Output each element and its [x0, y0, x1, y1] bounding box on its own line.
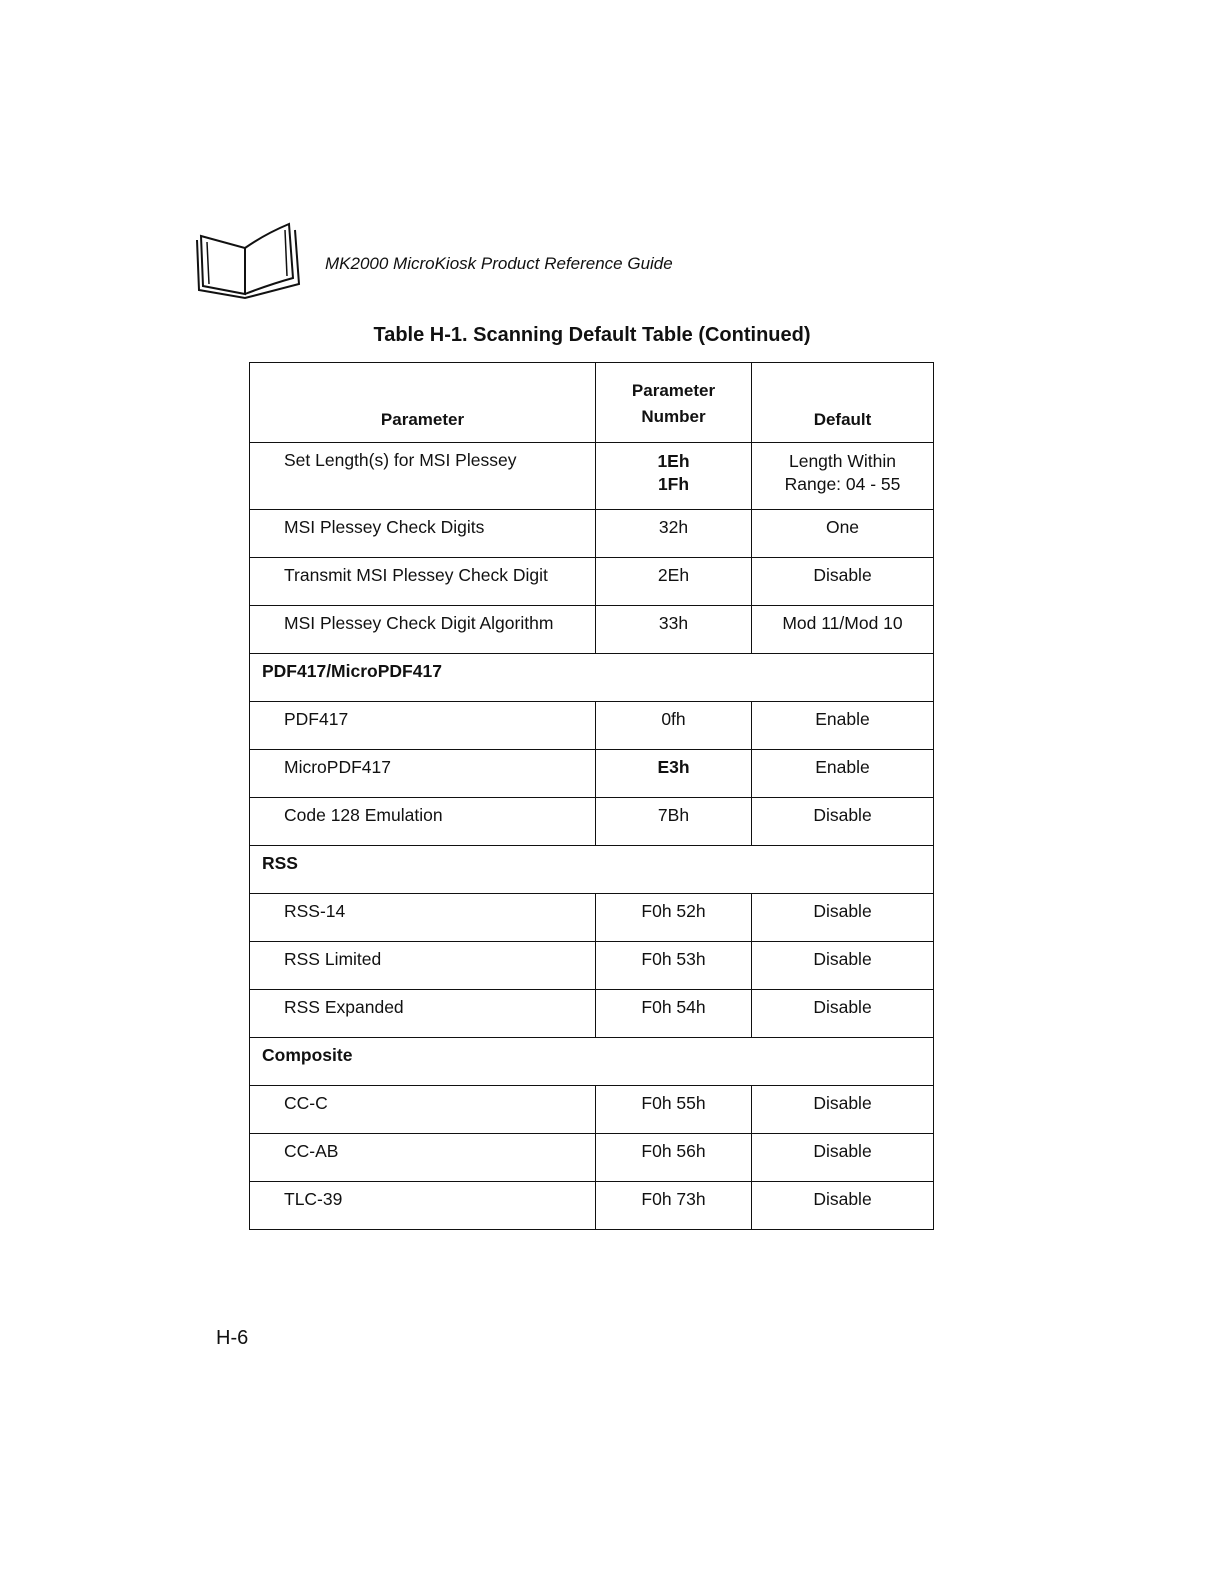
- default-cell: Disable: [752, 558, 934, 606]
- parameter-number-cell: 0fh: [596, 702, 752, 750]
- open-book-icon: [193, 222, 303, 300]
- table-row: [250, 558, 934, 606]
- table-row: [250, 990, 934, 1038]
- parameter-number-cell: F0h 55h: [596, 1086, 752, 1134]
- table-row: [250, 510, 934, 558]
- default-cell: Disable: [752, 1086, 934, 1134]
- table-row: [250, 798, 934, 846]
- section-label: Composite: [250, 1038, 934, 1086]
- default-line1: Length Within: [788, 451, 896, 471]
- parameter-number-cell: F0h 52h: [596, 894, 752, 942]
- parameter-number-cell: E3h: [596, 750, 752, 798]
- parameter-cell: TLC-39: [250, 1182, 596, 1230]
- parameter-number-cell: F0h 73h: [596, 1182, 752, 1230]
- parameter-cell: Set Length(s) for MSI Plessey: [250, 443, 596, 510]
- parameter-number-cell: [596, 443, 752, 510]
- running-header: MK2000 MicroKiosk Product Reference Guide: [325, 254, 673, 273]
- section-row: [250, 1038, 934, 1086]
- column-header-number-line2: Number: [641, 407, 706, 426]
- table-row: [250, 702, 934, 750]
- parameter-cell: RSS-14: [250, 894, 596, 942]
- scanning-default-table: [249, 362, 934, 1230]
- parameter-number-cell: F0h 54h: [596, 990, 752, 1038]
- default-cell: One: [752, 510, 934, 558]
- parameter-cell: MicroPDF417: [250, 750, 596, 798]
- parameter-number-cell: F0h 56h: [596, 1134, 752, 1182]
- default-cell: Disable: [752, 1182, 934, 1230]
- default-line2: Range: 04 - 55: [784, 474, 901, 494]
- section-label: PDF417/MicroPDF417: [250, 654, 934, 702]
- table-row: [250, 894, 934, 942]
- table-row: [250, 606, 934, 654]
- default-cell: [752, 443, 934, 510]
- parameter-cell: Code 128 Emulation: [250, 798, 596, 846]
- parameter-cell: CC-C: [250, 1086, 596, 1134]
- parameter-cell: Transmit MSI Plessey Check Digit: [250, 558, 596, 606]
- section-row: [250, 846, 934, 894]
- column-header-parameter: Parameter: [250, 363, 596, 443]
- parameter-number-cell: 7Bh: [596, 798, 752, 846]
- table-row: [250, 942, 934, 990]
- default-cell: Mod 11/Mod 10: [752, 606, 934, 654]
- parameter-cell: RSS Limited: [250, 942, 596, 990]
- parameter-cell: PDF417: [250, 702, 596, 750]
- table-title: Table H-1. Scanning Default Table (Continued): [373, 324, 811, 346]
- default-cell: Disable: [752, 990, 934, 1038]
- column-header-default: Default: [752, 363, 934, 443]
- default-cell: Enable: [752, 750, 934, 798]
- page-number: H-6: [216, 1327, 249, 1349]
- parameter-number-cell: 33h: [596, 606, 752, 654]
- section-label: RSS: [250, 846, 934, 894]
- parameter-cell: CC-AB: [250, 1134, 596, 1182]
- default-cell: Enable: [752, 702, 934, 750]
- parameter-cell: MSI Plessey Check Digits: [250, 510, 596, 558]
- default-cell: Disable: [752, 798, 934, 846]
- table-row: [250, 1086, 934, 1134]
- column-header-parameter-number: [596, 363, 752, 443]
- parameter-number-cell: F0h 53h: [596, 942, 752, 990]
- default-cell: Disable: [752, 1134, 934, 1182]
- default-cell: Disable: [752, 942, 934, 990]
- table-row: [250, 1182, 934, 1230]
- parameter-number-line1: 1Eh: [657, 451, 690, 471]
- parameter-cell: RSS Expanded: [250, 990, 596, 1038]
- default-cell: Disable: [752, 894, 934, 942]
- parameter-number-line2: 1Fh: [657, 474, 690, 494]
- table-row: [250, 750, 934, 798]
- parameter-number-cell: 2Eh: [596, 558, 752, 606]
- table-row: [250, 1134, 934, 1182]
- parameter-cell: MSI Plessey Check Digit Algorithm: [250, 606, 596, 654]
- table-row: [250, 443, 934, 510]
- parameter-number-cell: 32h: [596, 510, 752, 558]
- section-row: [250, 654, 934, 702]
- column-header-number-line1: Parameter: [631, 381, 716, 400]
